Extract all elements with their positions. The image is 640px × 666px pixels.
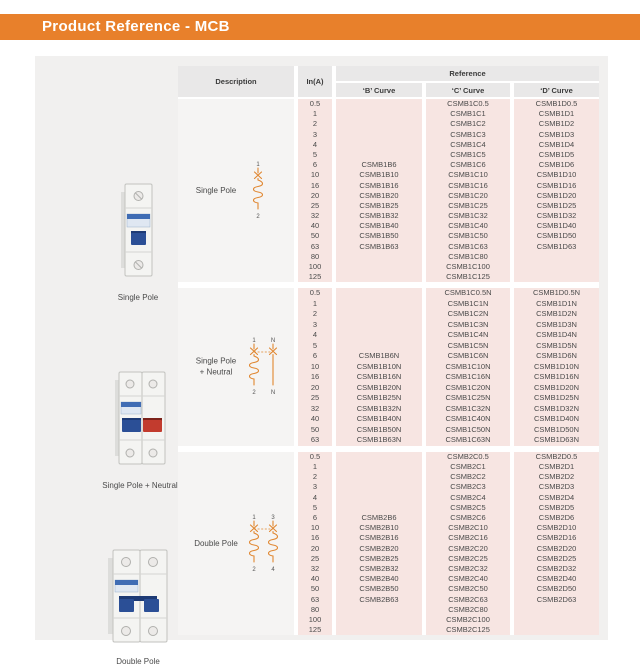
part-number-cell: CSMB1D5N: [514, 341, 599, 352]
part-number-cell: [514, 615, 599, 625]
part-number-cell: CSMB1C125: [426, 272, 510, 282]
part-number-cell: CSMB1D6: [514, 160, 599, 170]
part-number-cell: CSMB1C2N: [426, 309, 510, 320]
amp-rating-cell: 0.5: [298, 99, 332, 109]
section-rows: [298, 99, 599, 282]
part-number-cell: CSMB2D10: [514, 523, 599, 533]
table-row: [298, 513, 599, 523]
amp-rating-cell: 1: [298, 109, 332, 119]
part-number-cell: CSMB2B20: [336, 544, 422, 554]
table-row: [298, 574, 599, 584]
amp-rating-cell: 10: [298, 523, 332, 533]
table-row: [298, 341, 599, 352]
svg-text:N: N: [270, 338, 276, 345]
part-number-cell: CSMB2C32: [426, 564, 510, 574]
part-number-cell: CSMB2C63: [426, 595, 510, 605]
part-number-cell: [336, 330, 422, 341]
part-number-cell: CSMB1D10N: [514, 362, 599, 373]
amp-rating-cell: 16: [298, 181, 332, 191]
part-number-cell: CSMB1B32: [336, 211, 422, 221]
part-number-cell: CSMB1D16: [514, 181, 599, 191]
amp-rating-cell: 5: [298, 503, 332, 513]
table-row: [298, 181, 599, 191]
part-number-cell: CSMB1B20: [336, 191, 422, 201]
part-number-cell: CSMB1C3N: [426, 320, 510, 331]
part-number-cell: CSMB2B10: [336, 523, 422, 533]
amp-rating-cell: 4: [298, 330, 332, 341]
part-number-cell: CSMB2D25: [514, 554, 599, 564]
page-title: Product Reference - MCB: [0, 14, 640, 40]
part-number-cell: CSMB2C4: [426, 493, 510, 503]
part-number-cell: CSMB1D50N: [514, 425, 599, 436]
svg-text:2: 2: [252, 566, 256, 573]
amp-rating-cell: 50: [298, 584, 332, 594]
double-pole-mcb-image: [107, 546, 169, 646]
table-row: [298, 462, 599, 472]
part-number-cell: CSMB1D50: [514, 231, 599, 241]
description-label: [182, 538, 250, 548]
table-row: [298, 272, 599, 282]
part-number-cell: CSMB1C1: [426, 109, 510, 119]
table-row: [298, 544, 599, 554]
part-number-cell: CSMB1B25: [336, 201, 422, 211]
part-number-cell: CSMB2D4: [514, 493, 599, 503]
description-cell: [178, 99, 294, 282]
amp-rating-cell: 2: [298, 119, 332, 129]
part-number-cell: CSMB2C3: [426, 482, 510, 492]
part-number-cell: CSMB1D0.5: [514, 99, 599, 109]
part-number-cell: CSMB1C32N: [426, 404, 510, 415]
amp-rating-cell: 2: [298, 472, 332, 482]
amp-rating-cell: 5: [298, 150, 332, 160]
part-number-cell: CSMB1D40N: [514, 414, 599, 425]
part-number-cell: [336, 625, 422, 635]
photo-label: Single Pole: [117, 293, 159, 302]
amp-rating-cell: 25: [298, 201, 332, 211]
table-row: [298, 170, 599, 180]
part-number-cell: CSMB1B20N: [336, 383, 422, 394]
part-number-cell: CSMB2D50: [514, 584, 599, 594]
part-number-cell: CSMB1C40N: [426, 414, 510, 425]
part-number-cell: CSMB1C50N: [426, 425, 510, 436]
amp-rating-cell: 10: [298, 362, 332, 373]
part-number-cell: CSMB2C10: [426, 523, 510, 533]
header-reference: Reference: [336, 66, 599, 81]
part-number-cell: CSMB1C40: [426, 221, 510, 231]
part-number-cell: [336, 119, 422, 129]
part-number-cell: CSMB2D20: [514, 544, 599, 554]
part-number-cell: CSMB1C0.5: [426, 99, 510, 109]
amp-rating-cell: 50: [298, 231, 332, 241]
part-number-cell: CSMB1C16: [426, 181, 510, 191]
part-number-cell: CSMB1C80: [426, 252, 510, 262]
table-row: [298, 99, 599, 109]
section-single-pole: [178, 99, 599, 282]
part-number-cell: CSMB1C63N: [426, 435, 510, 446]
amp-rating-cell: 100: [298, 615, 332, 625]
description-cell: [178, 452, 294, 635]
part-number-cell: CSMB1D4: [514, 140, 599, 150]
part-number-cell: CSMB1B63: [336, 242, 422, 252]
amp-rating-cell: 6: [298, 351, 332, 362]
table-row: [298, 503, 599, 513]
part-number-cell: CSMB2D2: [514, 472, 599, 482]
part-number-cell: CSMB1B63N: [336, 435, 422, 446]
table-row: [298, 231, 599, 241]
part-number-cell: CSMB2B63: [336, 595, 422, 605]
part-number-cell: CSMB1B50N: [336, 425, 422, 436]
table-row: [298, 595, 599, 605]
part-number-cell: CSMB1B50: [336, 231, 422, 241]
part-number-cell: CSMB1D4N: [514, 330, 599, 341]
table-row: [298, 362, 599, 373]
svg-text:3: 3: [271, 514, 275, 521]
part-number-cell: [336, 262, 422, 272]
amp-rating-cell: 32: [298, 404, 332, 415]
amp-rating-cell: 63: [298, 435, 332, 446]
part-number-cell: CSMB2C100: [426, 615, 510, 625]
amp-rating-cell: 4: [298, 140, 332, 150]
part-number-cell: [336, 493, 422, 503]
part-number-cell: CSMB1D0.5N: [514, 288, 599, 299]
part-number-cell: CSMB1C25N: [426, 393, 510, 404]
table-row: [298, 533, 599, 543]
part-number-cell: [336, 99, 422, 109]
amp-rating-cell: 3: [298, 130, 332, 140]
part-number-cell: CSMB1B40N: [336, 414, 422, 425]
part-number-cell: [514, 605, 599, 615]
part-number-cell: [336, 109, 422, 119]
section-rows: [298, 452, 599, 635]
single-pole-circuit-symbol-icon: [248, 159, 272, 223]
part-number-cell: CSMB1C0.5N: [426, 288, 510, 299]
table-row: [298, 605, 599, 615]
part-number-cell: CSMB2B32: [336, 564, 422, 574]
description-line: Single Pole: [195, 185, 237, 195]
part-number-cell: [336, 140, 422, 150]
part-number-cell: CSMB1D40: [514, 221, 599, 231]
svg-text:N: N: [270, 390, 276, 397]
part-number-cell: CSMB2B6: [336, 513, 422, 523]
part-number-cell: CSMB2C0.5: [426, 452, 510, 462]
table-header: [178, 66, 599, 97]
amp-rating-cell: 6: [298, 160, 332, 170]
amp-rating-cell: 5: [298, 341, 332, 352]
part-number-cell: CSMB1B32N: [336, 404, 422, 415]
part-number-cell: CSMB2D16: [514, 533, 599, 543]
photo-label: Single Pole + Neutral: [102, 481, 178, 490]
part-number-cell: [336, 462, 422, 472]
table-row: [298, 584, 599, 594]
part-number-cell: CSMB1C5: [426, 150, 510, 160]
part-number-cell: CSMB2C25: [426, 554, 510, 564]
part-number-cell: CSMB1C6N: [426, 351, 510, 362]
description-line: + Neutral: [199, 367, 233, 377]
table-row: [298, 330, 599, 341]
table-row: [298, 140, 599, 150]
part-number-cell: CSMB1C25: [426, 201, 510, 211]
part-number-cell: [336, 299, 422, 310]
single-pole-neutral-circuit-symbol-icon: [244, 335, 284, 399]
table-row: [298, 625, 599, 635]
part-number-cell: CSMB1D2N: [514, 309, 599, 320]
part-number-cell: [336, 252, 422, 262]
amp-rating-cell: 20: [298, 544, 332, 554]
part-number-cell: CSMB1D3: [514, 130, 599, 140]
part-number-cell: [514, 262, 599, 272]
part-number-cell: [336, 288, 422, 299]
amp-rating-cell: 20: [298, 191, 332, 201]
part-number-cell: CSMB1D10: [514, 170, 599, 180]
part-number-cell: CSMB1D3N: [514, 320, 599, 331]
amp-rating-cell: 25: [298, 554, 332, 564]
part-number-cell: CSMB1D5: [514, 150, 599, 160]
part-number-cell: CSMB2D5: [514, 503, 599, 513]
amp-rating-cell: 80: [298, 252, 332, 262]
reference-table: [178, 66, 599, 635]
part-number-cell: CSMB2C125: [426, 625, 510, 635]
description-label: [182, 185, 250, 195]
amp-rating-cell: 16: [298, 372, 332, 383]
amp-rating-cell: 63: [298, 242, 332, 252]
part-number-cell: CSMB1C10N: [426, 362, 510, 373]
table-row: [298, 554, 599, 564]
part-number-cell: CSMB2C1: [426, 462, 510, 472]
amp-rating-cell: 40: [298, 221, 332, 231]
table-row: [298, 262, 599, 272]
part-number-cell: CSMB1D20: [514, 191, 599, 201]
header-description: Description: [178, 66, 294, 97]
part-number-cell: CSMB1B16: [336, 181, 422, 191]
part-number-cell: CSMB2B50: [336, 584, 422, 594]
part-number-cell: CSMB2D32: [514, 564, 599, 574]
part-number-cell: CSMB1C10: [426, 170, 510, 180]
amp-rating-cell: 125: [298, 625, 332, 635]
part-number-cell: CSMB1C6: [426, 160, 510, 170]
part-number-cell: CSMB1B25N: [336, 393, 422, 404]
table-row: [298, 150, 599, 160]
header-current-rating: In(A): [298, 66, 332, 97]
amp-rating-cell: 0.5: [298, 288, 332, 299]
photo-label: Double Pole: [116, 657, 160, 666]
table-row: [298, 130, 599, 140]
amp-rating-cell: 3: [298, 482, 332, 492]
table-row: [298, 372, 599, 383]
part-number-cell: CSMB2C16: [426, 533, 510, 543]
table-row: [298, 482, 599, 492]
single-pole-mcb-image: [118, 178, 158, 282]
table-row: [298, 288, 599, 299]
description-line: Single Pole: [195, 356, 237, 366]
amp-rating-cell: 125: [298, 272, 332, 282]
amp-rating-cell: 40: [298, 574, 332, 584]
part-number-cell: [336, 130, 422, 140]
part-number-cell: [336, 503, 422, 513]
amp-rating-cell: 3: [298, 320, 332, 331]
part-number-cell: [336, 150, 422, 160]
part-number-cell: CSMB2C2: [426, 472, 510, 482]
table-row: [298, 493, 599, 503]
table-row: [298, 425, 599, 436]
part-number-cell: CSMB2D6: [514, 513, 599, 523]
table-row: [298, 160, 599, 170]
part-number-cell: CSMB1D32: [514, 211, 599, 221]
table-row: [298, 435, 599, 446]
part-number-cell: CSMB2C6: [426, 513, 510, 523]
part-number-cell: CSMB1D25: [514, 201, 599, 211]
amp-rating-cell: 2: [298, 309, 332, 320]
part-number-cell: CSMB2C5: [426, 503, 510, 513]
part-number-cell: CSMB1D63: [514, 242, 599, 252]
part-number-cell: CSMB1C20N: [426, 383, 510, 394]
part-number-cell: CSMB1C32: [426, 211, 510, 221]
amp-rating-cell: 20: [298, 383, 332, 394]
table-row: [298, 564, 599, 574]
part-number-cell: CSMB2D1: [514, 462, 599, 472]
part-number-cell: CSMB1B16N: [336, 372, 422, 383]
section-rows: [298, 288, 599, 446]
table-row: [298, 109, 599, 119]
table-row: [298, 221, 599, 231]
amp-rating-cell: 100: [298, 262, 332, 272]
part-number-cell: CSMB2D3: [514, 482, 599, 492]
table-row: [298, 523, 599, 533]
amp-rating-cell: 32: [298, 564, 332, 574]
amp-rating-cell: 63: [298, 595, 332, 605]
description-label: [182, 357, 250, 378]
table-row: [298, 309, 599, 320]
part-number-cell: CSMB2B16: [336, 533, 422, 543]
amp-rating-cell: 40: [298, 414, 332, 425]
amp-rating-cell: 4: [298, 493, 332, 503]
amp-rating-cell: 6: [298, 513, 332, 523]
part-number-cell: CSMB1D6N: [514, 351, 599, 362]
part-number-cell: CSMB1D2: [514, 119, 599, 129]
part-number-cell: CSMB1C1N: [426, 299, 510, 310]
svg-text:1: 1: [252, 514, 256, 521]
section-single-pole-neutral: [178, 288, 599, 446]
part-number-cell: [336, 452, 422, 462]
part-number-cell: CSMB1C3: [426, 130, 510, 140]
description-cell: [178, 288, 294, 446]
table-row: [298, 472, 599, 482]
part-number-cell: CSMB1C4N: [426, 330, 510, 341]
table-row: [298, 404, 599, 415]
svg-text:2: 2: [252, 390, 256, 397]
part-number-cell: [336, 272, 422, 282]
table-row: [298, 211, 599, 221]
svg-text:4: 4: [271, 566, 275, 573]
part-number-cell: CSMB1C63: [426, 242, 510, 252]
table-row: [298, 299, 599, 310]
table-row: [298, 242, 599, 252]
table-row: [298, 393, 599, 404]
table-row: [298, 452, 599, 462]
part-number-cell: CSMB1D20N: [514, 383, 599, 394]
part-number-cell: [336, 309, 422, 320]
amp-rating-cell: 50: [298, 425, 332, 436]
part-number-cell: CSMB1D1N: [514, 299, 599, 310]
part-number-cell: CSMB2B40: [336, 574, 422, 584]
amp-rating-cell: 80: [298, 605, 332, 615]
part-number-cell: [336, 341, 422, 352]
part-number-cell: CSMB2C40: [426, 574, 510, 584]
description-line: Double Pole: [194, 538, 238, 548]
part-number-cell: CSMB1D25N: [514, 393, 599, 404]
amp-rating-cell: 10: [298, 170, 332, 180]
part-number-cell: CSMB2D40: [514, 574, 599, 584]
amp-rating-cell: 1: [298, 299, 332, 310]
part-number-cell: CSMB1B10: [336, 170, 422, 180]
table-row: [298, 320, 599, 331]
part-number-cell: [336, 615, 422, 625]
table-row: [298, 252, 599, 262]
part-number-cell: CSMB2C80: [426, 605, 510, 615]
svg-text:1: 1: [252, 338, 256, 345]
part-number-cell: [336, 482, 422, 492]
amp-rating-cell: 16: [298, 533, 332, 543]
part-number-cell: CSMB1D32N: [514, 404, 599, 415]
svg-text:1: 1: [256, 161, 260, 168]
header-c-curve: ‘C’ Curve: [426, 83, 510, 97]
table-row: [298, 119, 599, 129]
part-number-cell: CSMB1B6: [336, 160, 422, 170]
table-row: [298, 191, 599, 201]
amp-rating-cell: 32: [298, 211, 332, 221]
amp-rating-cell: 0.5: [298, 452, 332, 462]
part-number-cell: CSMB2C50: [426, 584, 510, 594]
part-number-cell: CSMB1B6N: [336, 351, 422, 362]
part-number-cell: CSMB2D63: [514, 595, 599, 605]
part-number-cell: CSMB1C100: [426, 262, 510, 272]
part-number-cell: CSMB1C5N: [426, 341, 510, 352]
header-b-curve: ‘B’ Curve: [336, 83, 422, 97]
part-number-cell: CSMB2D0.5: [514, 452, 599, 462]
part-number-cell: CSMB2C20: [426, 544, 510, 554]
part-number-cell: CSMB1C16N: [426, 372, 510, 383]
section-double-pole: [178, 452, 599, 635]
table-row: [298, 615, 599, 625]
table-row: [298, 351, 599, 362]
part-number-cell: [514, 252, 599, 262]
part-number-cell: [514, 625, 599, 635]
part-number-cell: CSMB1B40: [336, 221, 422, 231]
part-number-cell: CSMB1B10N: [336, 362, 422, 373]
part-number-cell: CSMB1C4: [426, 140, 510, 150]
part-number-cell: [336, 472, 422, 482]
part-number-cell: CSMB2B25: [336, 554, 422, 564]
part-number-cell: CSMB1D16N: [514, 372, 599, 383]
svg-text:2: 2: [256, 213, 260, 220]
part-number-cell: CSMB1D1: [514, 109, 599, 119]
part-number-cell: CSMB1C2: [426, 119, 510, 129]
amp-rating-cell: 25: [298, 393, 332, 404]
header-d-curve: ‘D’ Curve: [514, 83, 599, 97]
part-number-cell: CSMB1C50: [426, 231, 510, 241]
part-number-cell: [336, 320, 422, 331]
table-row: [298, 201, 599, 211]
single-pole-neutral-mcb-image: [114, 366, 166, 470]
amp-rating-cell: 1: [298, 462, 332, 472]
part-number-cell: [514, 272, 599, 282]
table-row: [298, 414, 599, 425]
part-number-cell: CSMB1C20: [426, 191, 510, 201]
table-row: [298, 383, 599, 394]
double-pole-circuit-symbol-icon: [244, 512, 284, 576]
part-number-cell: CSMB1D63N: [514, 435, 599, 446]
part-number-cell: [336, 605, 422, 615]
